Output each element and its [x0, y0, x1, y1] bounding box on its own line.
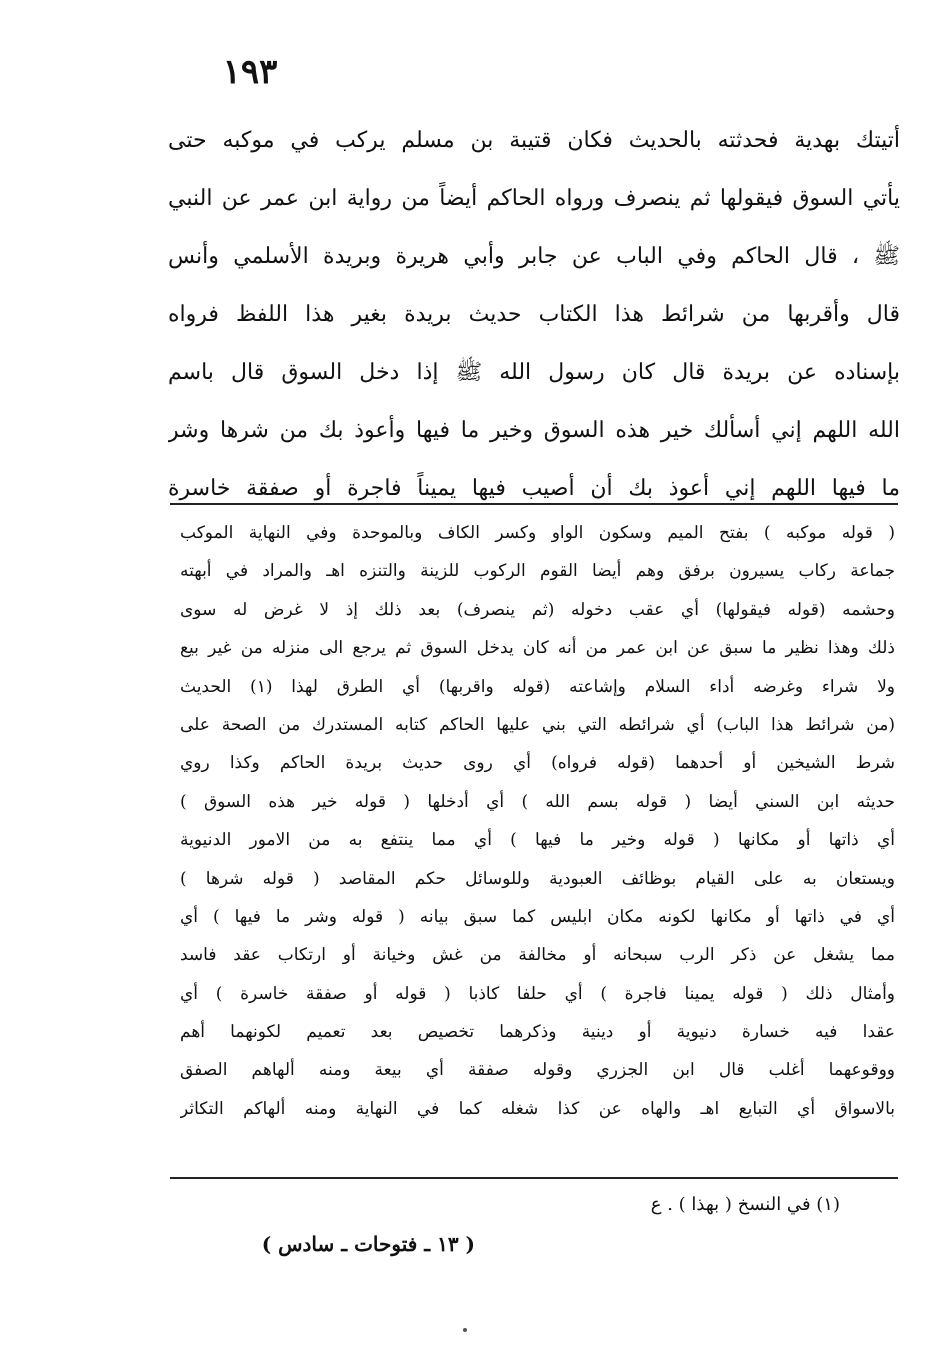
commentary-line: ( قوله موكبه ) بفتح الميم وسكون الواو وكسر الكاف وبالموحدة وفي النهاية الموكب	[180, 523, 895, 543]
commentary-line: مما يشغل عن ذكر الرب سبحانه أو مخالفة من غش وخيانة أو ارتكاب عقد فاسد	[180, 945, 895, 966]
printer-signature: ( ١٣ ـ فتوحات ـ سادس )	[261, 1232, 475, 1256]
main-text-line: ما فيها اللهم إني أعوذ بك أن أصيب فيها يميناً فاجرة أو صفقة خاسرة	[168, 476, 900, 501]
main-text-line: قال وأقربها من شرائط هذا الكتاب حديث بريدة بغير هذا اللفظ فرواه	[168, 302, 900, 327]
footnote: (١) في النسخ ( بهذا ) . ع	[650, 1194, 840, 1215]
commentary-line: وحشمه (قوله فيقولها) أي عقب دخوله (ثم ينصرف) بعد ذلك إذ لا غرض له سوى	[180, 599, 895, 620]
commentary-line: (من شرائط هذا الباب) أي شرائطه التي بني عليها الحاكم كتابه المستدرك من الصحة على	[180, 714, 895, 735]
commentary-line: جماعة ركاب يسيرون برفق وهم أيضا القوم الركوب للزينة والتنزه اهـ والمراد في أبهته	[180, 561, 895, 582]
commentary-block	[180, 514, 895, 1128]
main-text-line: بإسناده عن بريدة قال كان رسول الله ﷺ إذا دخل السوق قال باسم	[168, 360, 900, 385]
commentary-line: ووقوعهما أغلب قال ابن الجزري وقوله صفقة أي بيعة ومنه ألهاهم الصفق	[180, 1060, 895, 1081]
divider-rule-bottom	[170, 1177, 898, 1179]
commentary-line: ولا شراء وغرضه أداء السلام وإشاعته (قوله واقربها) أي الطرق لهذا (١) الحديث	[180, 676, 895, 697]
commentary-line: حديثه ابن السني أيضا ( قوله بسم الله ) أي أدخلها ( قوله خير هذه السوق )	[180, 791, 895, 812]
commentary-line: أي في ذاتها أو مكانها لكونه مكان ابليس كما سبق بيانه ( قوله وشر ما فيها ) أي	[180, 906, 895, 927]
commentary-line: عقدا فيه خسارة دنيوية أو دينية وذكرهما تخصيص بعد تعميم لكونهما أهم	[180, 1022, 895, 1043]
main-text-line: ﷺ ، قال الحاكم وفي الباب عن جابر وأبي هريرة وبريدة الأسلمي وأنس	[168, 244, 900, 269]
main-text-line: يأتي السوق فيقولها ثم ينصرف ورواه الحاكم أيضاً من رواية ابن عمر عن النبي	[168, 186, 900, 211]
commentary-line: أي ذاتها أو مكانها ( قوله وخير ما فيها ) أي مما ينتفع به من الامور الدنيوية	[180, 830, 895, 851]
commentary-line: بالاسواق أي التبايع اهـ والهاه عن كذا شغله كما في النهاية ومنه ألهاكم التكاثر	[180, 1098, 895, 1119]
main-text-line: الله اللهم إني أسألك خير هذه السوق وخير ما فيها وأعوذ بك من شرها وشر	[168, 418, 900, 443]
commentary-line: ويستعان به على القيام بوظائف العبودية وللوسائل حكم المقاصد ( قوله شرها )	[180, 868, 895, 889]
divider-rule-top	[170, 503, 898, 505]
main-text-block	[168, 112, 900, 518]
commentary-line: شرط الشيخين أو أحدهما (قوله فرواه) أي روى حديث بريدة الحاكم وكذا روي	[180, 753, 895, 774]
page-speck	[463, 1328, 467, 1332]
page-number: ١٩٣	[222, 52, 278, 92]
commentary-line: ذلك وهذا نظير ما سبق عن ابن عمر من أنه كان يدخل السوق ثم يرجع الى منزله من غير بيع	[180, 638, 895, 659]
commentary-line: وأمثال ذلك ( قوله يمينا فاجرة ) أي حلفا كاذبا ( قوله أو صفقة خاسرة ) أي	[180, 983, 895, 1004]
main-text-line: أتيتك بهدية فحدثته بالحديث فكان قتيبة بن مسلم يركب في موكبه حتى	[168, 128, 900, 153]
